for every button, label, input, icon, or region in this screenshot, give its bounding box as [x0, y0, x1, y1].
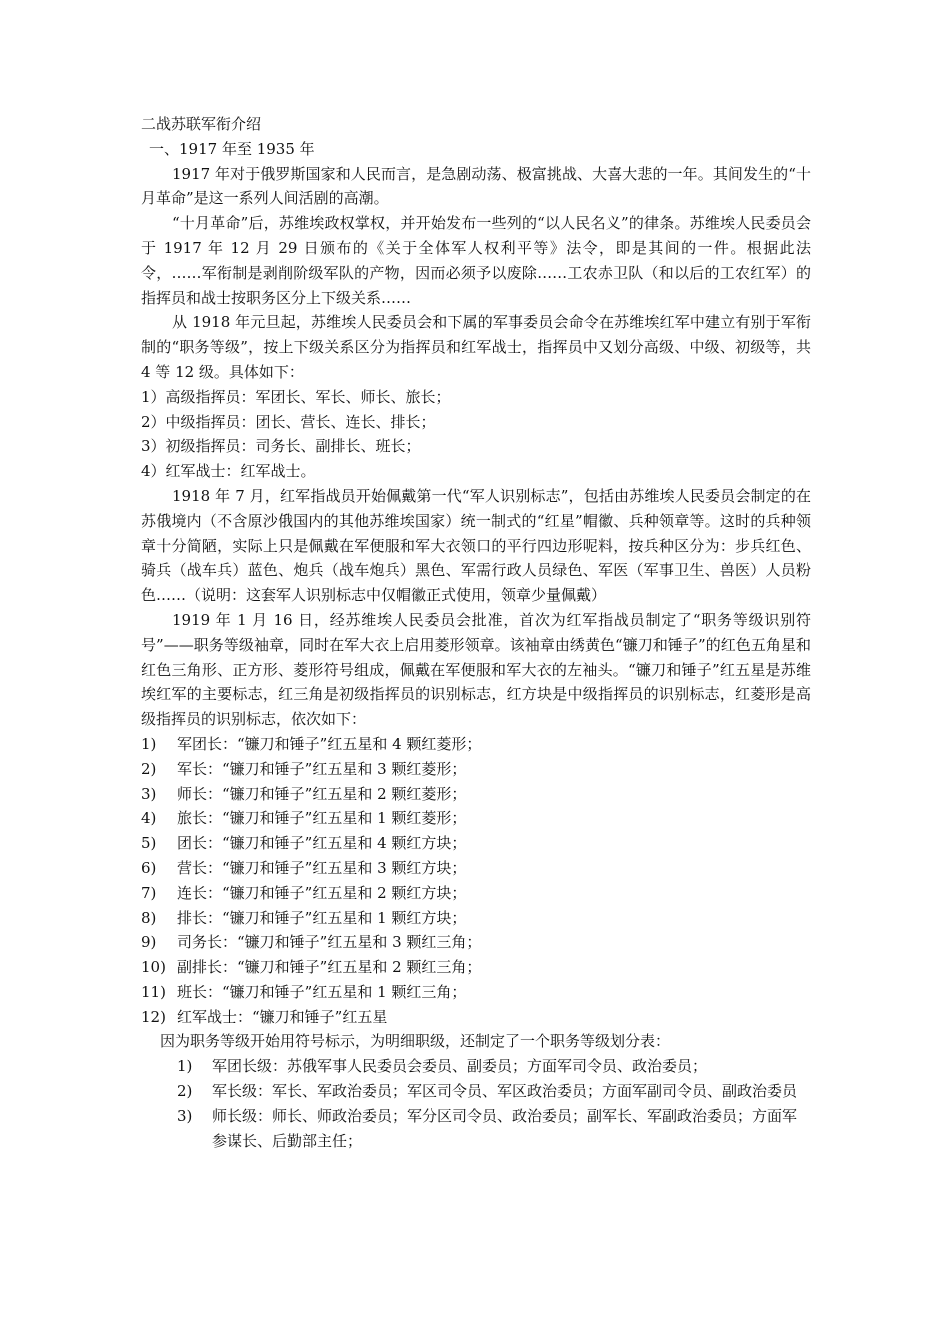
- document-title: 二战苏联军衔介绍: [141, 115, 262, 133]
- list-number: 3): [177, 1106, 193, 1125]
- list-number: 7): [141, 883, 157, 902]
- list-number: 1): [177, 1057, 193, 1076]
- list-number: 5): [141, 834, 157, 853]
- paragraph-2: “十月革命”后，苏维埃政权掌权，并开始发布一些列的“以人民名义”的律条。苏维埃人民委员会于 1917 年 12 月 29 日颁布的《关于全体军人权利平等》法令，即是其间的一件。根据此法令，……军衔制是剥削阶级军队的产物，因而必须予以废除……工农赤卫队（和以后的工农红军）的指挥员和战士按职务区分上下级关系……: [141, 214, 811, 307]
- list-text: 司务长：“镰刀和锤子”红五星和 3 颗红三角；: [177, 933, 482, 952]
- list-item: [141, 955, 811, 980]
- list-number: 9): [141, 933, 157, 952]
- list-item: [177, 1054, 811, 1079]
- grade-list: [141, 385, 811, 484]
- list-text: 师长：“镰刀和锤子”红五星和 2 颗红菱形；: [177, 784, 467, 803]
- document-page: [141, 112, 811, 1153]
- paragraph-1: 1917 年对于俄罗斯国家和人民而言，是急剧动荡、极富挑战、大喜大悲的一年。其间发生的“十月革命”是这一系列人间活剧的高潮。: [141, 164, 811, 208]
- list-text: 军长级：军长、军政治委员；军区司令员、军区政治委员；方面军副司令员、副政治委员: [212, 1082, 798, 1101]
- grade-item: 2）中级指挥员：团长、营长、连长、排长；: [141, 412, 436, 431]
- list-number: 10): [141, 958, 166, 977]
- list-text: 师长级：师长、师政治委员；军分区司令员、政治委员；副军长、军副政治委员；方面军参谋长、后勤部主任；: [212, 1106, 798, 1150]
- list-text: 军长：“镰刀和锤子”红五星和 3 颗红菱形；: [177, 759, 467, 778]
- grade-item: 3）初级指挥员：司务长、副排长、班长；: [141, 437, 421, 456]
- list-item: [141, 906, 811, 931]
- list-text: 团长：“镰刀和锤子”红五星和 4 颗红方块；: [177, 834, 467, 853]
- paragraph-5: 1919 年 1 月 16 日，经苏维埃人民委员会批准，首次为红军指战员制定了“职务等级识别符号”——职务等级袖章，同时在军大衣上启用菱形领章。该袖章由绣黄色“镰刀和锤子”的红色五角星和红色三角形、正方形、菱形符号组成，佩戴在军便服和军大衣的左袖头。“镰刀和锤子”红五星是苏维埃红军的主要标志，红三角是初级指挥员的识别标志，红方块是中级指挥员的识别标志，红菱形是高级指挥员的识别标志，依次如下：: [141, 610, 811, 729]
- list-item: [141, 782, 811, 807]
- list-number: 6): [141, 858, 157, 877]
- list-item: [177, 1104, 811, 1154]
- list-item: [141, 1005, 811, 1030]
- list-item: [141, 757, 811, 782]
- list-item: [141, 856, 811, 881]
- list-number: 11): [141, 982, 166, 1001]
- list-number: 3): [141, 784, 157, 803]
- list-item: [141, 831, 811, 856]
- list-text: 红军战士：“镰刀和锤子”红五星: [177, 1007, 388, 1026]
- list-item: [141, 732, 811, 757]
- section-heading: 一、1917 年至 1935 年: [149, 139, 315, 158]
- list-number: 8): [141, 908, 157, 927]
- list-item: [141, 881, 811, 906]
- list-text: 排长：“镰刀和锤子”红五星和 1 颗红方块；: [177, 908, 467, 927]
- paragraph-6: 因为职务等级开始用符号标示，为明细职级，还制定了一个职务等级划分表：: [160, 1032, 671, 1051]
- list-number: 2): [177, 1082, 193, 1101]
- list-text: 军团长级：苏俄军事人民委员会委员、副委员；方面军司令员、政治委员；: [212, 1057, 708, 1076]
- list-text: 连长：“镰刀和锤子”红五星和 2 颗红方块；: [177, 883, 467, 902]
- list-item: [141, 930, 811, 955]
- list-text: 军团长：“镰刀和锤子”红五星和 4 颗红菱形；: [177, 734, 482, 753]
- list-item: [141, 980, 811, 1005]
- grade-item: 1）高级指挥员：军团长、军长、师长、旅长；: [141, 387, 451, 406]
- grade-item: 4）红军战士：红军战士。: [141, 462, 316, 481]
- level-list: [141, 1054, 811, 1153]
- list-item: [141, 806, 811, 831]
- list-text: 营长：“镰刀和锤子”红五星和 3 颗红方块；: [177, 858, 467, 877]
- list-text: 副排长：“镰刀和锤子”红五星和 2 颗红三角；: [177, 958, 482, 977]
- list-item: [177, 1079, 811, 1104]
- list-text: 旅长：“镰刀和锤子”红五星和 1 颗红菱形；: [177, 809, 467, 828]
- paragraph-3: 从 1918 年元旦起，苏维埃人民委员会和下属的军事委员会命令在苏维埃红军中建立有别于军衔制的“职务等级”，按上下级关系区分为指挥员和红军战士，指挥员中又划分高级、中级、初级等，共 4 等 12 级。具体如下：: [141, 313, 811, 381]
- list-number: 12): [141, 1007, 166, 1026]
- list-number: 2): [141, 759, 157, 778]
- list-number: 1): [141, 734, 157, 753]
- insignia-list: [141, 732, 811, 1030]
- list-number: 4): [141, 809, 157, 828]
- paragraph-4: 1918 年 7 月，红军指战员开始佩戴第一代“军人识别标志”，包括由苏维埃人民委员会制定的在苏俄境内（不含原沙俄国内的其他苏维埃国家）统一制式的“红星”帽徽、兵种领章等。这时的兵种领章十分简陋，实际上只是佩戴在军便服和军大衣领口的平行四边形呢料，按兵种区分为：步兵红色、骑兵（战车兵）蓝色、炮兵（战车炮兵）黑色、军需行政人员绿色、军医（军事卫生、兽医）人员粉色……（说明：这套军人识别标志中仅帽徽正式使用，领章少量佩戴）: [141, 486, 811, 605]
- list-text: 班长：“镰刀和锤子”红五星和 1 颗红三角；: [177, 982, 467, 1001]
